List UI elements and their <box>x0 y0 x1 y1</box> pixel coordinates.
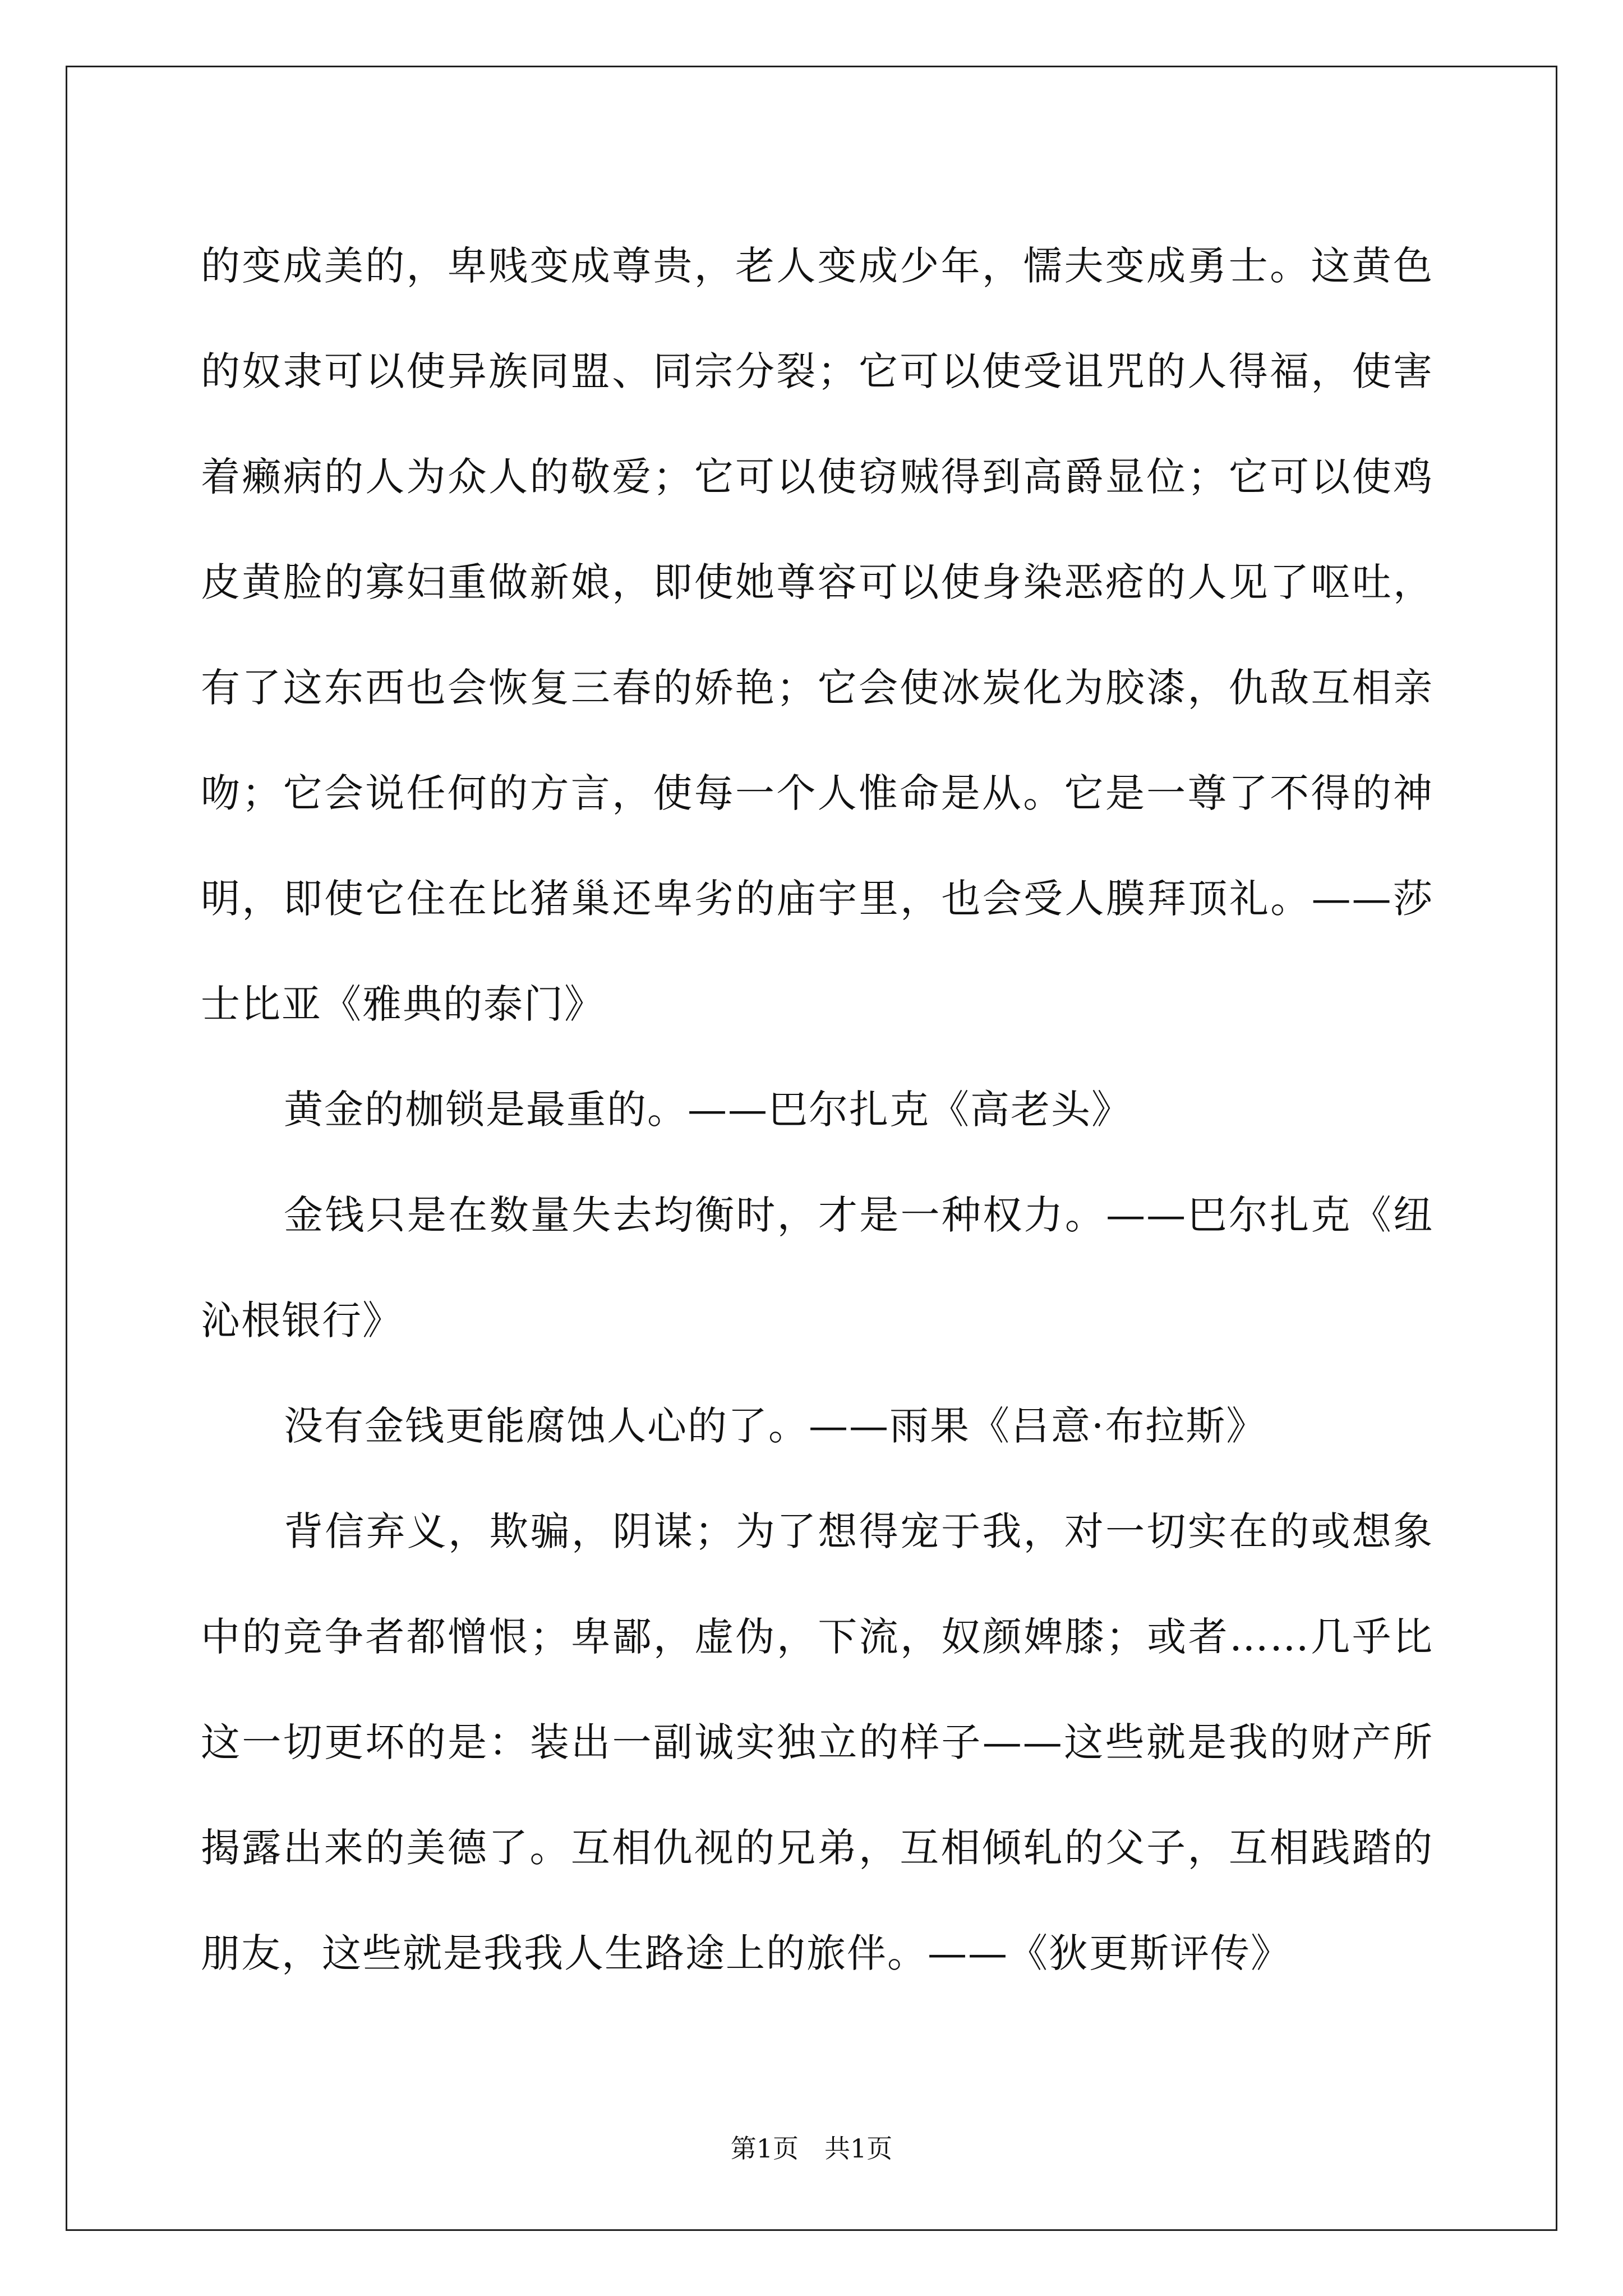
paragraph-balzac-gold-shackles: 黄金的枷锁是最重的。——巴尔扎克《高老头》 <box>284 1087 1132 1133</box>
paragraph-balzac-money-power: 金钱只是在数量失去均衡时，才是一种权力。——巴尔扎克《纽沁根银行》 <box>201 1192 1433 1343</box>
paragraph-dickens-quote: 背信弃义，欺骗，阴谋；为了想得宠于我，对一切实在的或想象中的竞争者都憎恨；卑鄙，虚伪，下流，奴颜婢膝；或者……几乎比这一切更坏的是：装出一副诚实独立的样子——这些就是我的财产所揭露出来的美德了。互相仇视的兄弟，互相倾轧的父子，互相践踏的朋友，这些就是我我人生路途上的旅伴。——《狄更斯评传》 <box>201 1508 1433 1976</box>
paragraph-hugo-quote: 没有金钱更能腐蚀人心的了。——雨果《吕意·布拉斯》 <box>284 1403 1267 1449</box>
page-footer <box>0 2132 1623 2165</box>
page-total: 共1页 <box>824 2133 893 2164</box>
paragraph-shakespeare-quote: 的变成美的，卑贱变成尊贵，老人变成少年，懦夫变成勇士。这黄色的奴隶可以使异族同盟、同宗分裂；它可以使受诅咒的人得福，使害着癞病的人为众人的敬爱；它可以使窃贼得到高爵显位；它可以使鸡皮黄脸的寡妇重做新娘，即使她尊容可以使身染恶疮的人见了呕吐，有了这东西也会恢复三春的娇艳；它会使冰炭化为胶漆，仇敌互相亲吻；它会说任何的方言，使每一个人惟命是从。它是一尊了不得的神明，即使它住在比猪巢还卑劣的庙宇里，也会受人膜拜顶礼。——莎士比亚《雅典的泰门》 <box>201 243 1433 1027</box>
page-number: 第1页 <box>730 2133 799 2164</box>
document-body <box>201 213 1433 2006</box>
